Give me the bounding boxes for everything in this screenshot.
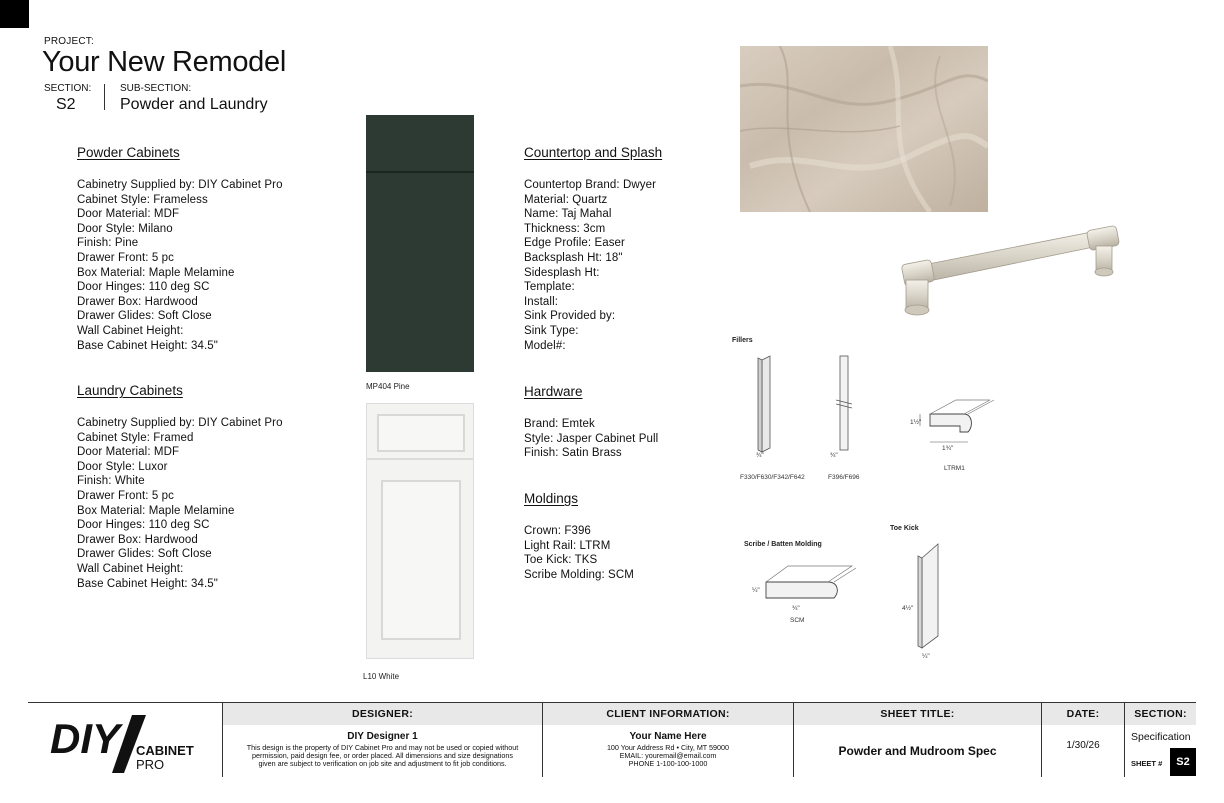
sheet-num-label: SHEET # xyxy=(1131,759,1163,768)
section-value: S2 xyxy=(56,96,76,113)
toekick-title: Toe Kick xyxy=(890,525,919,532)
powder-cabinets-heading: Powder Cabinets xyxy=(77,145,180,160)
spec-item: Door Style: Luxor xyxy=(77,460,168,473)
spec-item: Cabinet Style: Frameless xyxy=(77,193,208,206)
filler2-dim: ¾" xyxy=(830,452,838,459)
spec-item: Finish: Pine xyxy=(77,237,139,250)
section-head: SECTION: xyxy=(1125,703,1196,725)
powder-spec-list xyxy=(77,178,283,353)
spec-item: Scribe Molding: SCM xyxy=(524,568,634,581)
sheet-title: Powder and Mudroom Spec xyxy=(838,744,997,758)
logo-big-text: DIY xyxy=(50,715,121,762)
spec-item: Door Hinges: 110 deg SC xyxy=(77,519,210,532)
ltrm-dim-v: 1½" xyxy=(910,419,922,426)
spec-item: Box Material: Maple Melamine xyxy=(77,504,235,517)
moldings-spec-list xyxy=(524,524,634,582)
laundry-cabinets-heading: Laundry Cabinets xyxy=(77,383,183,398)
spec-item: Cabinetry Supplied by: DIY Cabinet Pro xyxy=(77,417,283,429)
spec-item: Finish: Satin Brass xyxy=(524,447,622,460)
spec-item: Countertop Brand: Dwyer xyxy=(524,179,657,191)
cabinet-pull-image xyxy=(878,222,1138,322)
hardware-heading: Hardware xyxy=(524,384,583,399)
spec-item: Door Style: Milano xyxy=(77,222,173,235)
spec-item: Base Cabinet Height: 34.5" xyxy=(77,339,218,352)
spec-item: Backsplash Ht: 18" xyxy=(524,251,623,264)
logo-line1: CABINET xyxy=(136,743,194,758)
filler-drawing-2 xyxy=(836,356,852,450)
designer-head: DESIGNER: xyxy=(223,703,542,725)
spec-item: Sink Type: xyxy=(524,324,579,337)
spec-item: Light Rail: LTRM xyxy=(524,539,611,552)
laundry-spec-list xyxy=(77,416,283,591)
door-panel xyxy=(381,480,461,640)
sheet-title-head: SHEET TITLE: xyxy=(794,703,1041,725)
filler1-dim: ¾" xyxy=(756,452,764,459)
spec-item: Base Cabinet Height: 34.5" xyxy=(77,577,218,590)
hardware-spec-list xyxy=(524,417,658,461)
date-cell xyxy=(1041,703,1124,777)
filler2-code: F396/F696 xyxy=(828,474,860,481)
countertop-heading: Countertop and Splash xyxy=(524,145,663,160)
corner-mark xyxy=(0,0,29,28)
spec-item: Style: Jasper Cabinet Pull xyxy=(524,432,659,445)
client-info-cell xyxy=(542,703,793,777)
laundry-swatch-caption: L10 White xyxy=(363,672,400,681)
logo-line2: PRO xyxy=(136,757,165,772)
toekick-dim-v: 4½" xyxy=(902,605,914,612)
section-cell xyxy=(1124,703,1196,777)
ltrm-code: LTRM1 xyxy=(944,465,965,472)
spec-item: Cabinetry Supplied by: DIY Cabinet Pro xyxy=(77,179,283,191)
ltrm-dim-h: 1¾" xyxy=(942,445,954,452)
date-value: 1/30/26 xyxy=(1066,740,1100,751)
spec-item: Install: xyxy=(524,295,559,308)
scribe-drawing xyxy=(766,566,856,598)
spec-item: Material: Quartz xyxy=(524,193,608,206)
spec-item: Door Hinges: 110 deg SC xyxy=(77,281,210,294)
section-desc: Specification xyxy=(1131,731,1191,743)
section-label: SECTION: xyxy=(44,83,92,94)
spec-item: Drawer Box: Hardwood xyxy=(77,533,198,546)
sheet-title-cell xyxy=(793,703,1041,777)
client-address: 100 Your Address Rd • City, MT 59000 xyxy=(606,743,730,752)
powder-door-swatch xyxy=(366,115,474,372)
client-phone: PHONE 1-100-100-1000 xyxy=(628,759,708,768)
designer-cell xyxy=(222,703,542,777)
date-head: DATE: xyxy=(1042,703,1124,725)
spec-item: Sink Provided by: xyxy=(524,310,616,323)
spec-item: Wall Cabinet Height: xyxy=(77,324,184,337)
designer-note: This design is the property of DIY Cabinet Pro and may not be used or copied without permission, paid design fee, or order placed. All dimensions and size designations given are subject to verification on job site and adjustment to fit job conditions. xyxy=(246,743,519,768)
spec-item: Door Material: MDF xyxy=(77,208,180,221)
spec-item: Crown: F396 xyxy=(524,525,591,537)
scribe-dim-v: ¼" xyxy=(752,587,760,594)
designer-name: DIY Designer 1 xyxy=(347,731,418,742)
spec-item: Finish: White xyxy=(77,475,145,488)
subsection-value: Powder and Laundry xyxy=(120,96,268,113)
project-label: PROJECT: xyxy=(44,36,94,47)
toekick-dim-h: ¼" xyxy=(922,653,930,660)
laundry-door-swatch xyxy=(366,403,474,659)
scribe-code: SCM xyxy=(790,617,805,624)
section-divider xyxy=(104,84,105,110)
spec-item: Thickness: 3cm xyxy=(524,222,606,235)
spec-item: Edge Profile: Easer xyxy=(524,237,625,250)
spec-item: Drawer Glides: Soft Close xyxy=(77,548,212,561)
door-rail xyxy=(367,458,473,460)
fillers-title: Fillers xyxy=(732,337,753,344)
quartz-stone-sample xyxy=(740,46,988,212)
scribe-dim-h: ¾" xyxy=(792,605,800,612)
sheet-num-value: S2 xyxy=(1170,748,1196,776)
spec-item: Door Material: MDF xyxy=(77,446,180,459)
molding-drawings xyxy=(728,330,1028,670)
countertop-spec-list xyxy=(524,178,656,353)
spec-item: Box Material: Maple Melamine xyxy=(77,266,235,279)
drawer-rail xyxy=(366,171,474,173)
moldings-heading: Moldings xyxy=(524,491,579,506)
scribe-title: Scribe / Batten Molding xyxy=(744,541,822,548)
spec-item: Drawer Box: Hardwood xyxy=(77,295,198,308)
spec-item: Brand: Emtek xyxy=(524,418,595,430)
client-head: CLIENT INFORMATION: xyxy=(543,703,793,725)
spec-item: Wall Cabinet Height: xyxy=(77,562,184,575)
client-name: Your Name Here xyxy=(629,731,707,742)
powder-swatch-caption: MP404 Pine xyxy=(366,382,410,391)
spec-item: Template: xyxy=(524,281,575,294)
subsection-label: SUB-SECTION: xyxy=(120,83,192,94)
spec-item: Drawer Glides: Soft Close xyxy=(77,310,212,323)
project-title: Your New Remodel xyxy=(42,46,286,78)
light-rail-drawing xyxy=(920,400,994,442)
toekick-drawing xyxy=(918,544,938,648)
spec-item: Cabinet Style: Framed xyxy=(77,431,194,444)
spec-item: Sidesplash Ht: xyxy=(524,266,600,279)
spec-item: Toe Kick: TKS xyxy=(524,554,598,567)
spec-item: Drawer Front: 5 pc xyxy=(77,251,175,264)
spec-item: Name: Taj Mahal xyxy=(524,208,612,221)
client-email: EMAIL: youremail@email.com xyxy=(619,751,717,760)
diy-cabinet-pro-logo xyxy=(28,703,222,777)
spec-item: Drawer Front: 5 pc xyxy=(77,489,175,502)
spec-item: Model#: xyxy=(524,339,566,352)
drawer-panel xyxy=(377,414,465,452)
filler-drawing-1 xyxy=(758,356,770,452)
title-block xyxy=(28,702,1196,776)
filler1-code: F330/F630/F342/F642 xyxy=(740,474,805,481)
